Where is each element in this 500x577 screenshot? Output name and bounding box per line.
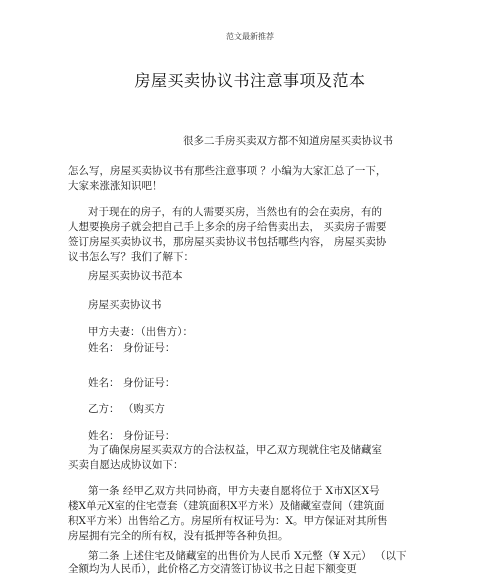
paragraph-line: 大家来涨涨知识吧！ — [68, 180, 163, 192]
paragraph-line: 乙方： （购买方 — [88, 403, 165, 415]
paragraph-line: 签订房屋买卖协议书，那房屋买卖协议书包括哪些内容， 房屋买卖协 — [68, 236, 387, 248]
paragraph-line: 房屋买卖协议书 — [88, 299, 162, 311]
paragraph-line: 对于现在的房子，有的人需要买房，当然也有的会在卖房，有的 — [88, 206, 382, 218]
paragraph-line: 楼X单元X室的住宅壹套（建筑面积X平方米）及储藏室壹间（建筑面 — [68, 500, 385, 512]
paragraph-line: 怎么写，房屋买卖协议书有那些注意事项 ？小编为大家汇总了一下， — [68, 165, 387, 177]
paragraph-line: 积X平方米）出售给乙方。房屋所有权证号为：X。甲方保证对其所售 — [68, 515, 388, 527]
paragraph-line: 很多二手房买卖双方都不知道房屋买卖协议书 — [183, 135, 393, 147]
paragraph-line: 姓名： 身份证号： — [88, 377, 176, 389]
document-title: 房屋买卖协议书注意事项及范本 — [134, 71, 366, 90]
paragraph-line: 全额均为人民币），此价格乙方交清签订协议书之日起下额变更 — [68, 563, 357, 575]
paragraph-line: 第一条 经甲乙双方共同协商，甲方夫妻自愿将位于 X市X区X号 — [88, 485, 380, 497]
paragraph-line: 议书怎么写？我们了解下： — [68, 251, 194, 263]
paragraph-line: 第二条 上述住宅及储藏室的出售价为人民币 X元整（¥ X元） （以下 — [88, 550, 407, 562]
paragraph-line: 房屋拥有完全的所有权，没有抵押等各种负担。 — [68, 530, 289, 542]
paragraph-line: 买卖自愿达成协议如下： — [68, 459, 184, 471]
paragraph-line: 房屋买卖协议书范本 — [88, 270, 183, 282]
paragraph-line: 人想要换房子就会把自己手上多余的房子给售卖出去， 买卖房子需要 — [68, 221, 387, 233]
page-header: 范文最新推荐 — [226, 32, 274, 41]
paragraph-line: 为了确保房屋买卖双方的合法权益，甲乙双方现就住宅及储藏室 — [88, 444, 382, 456]
paragraph-line: 甲方夫妻：（出售方）： — [88, 326, 193, 338]
paragraph-line: 姓名： 身份证号： — [88, 342, 176, 354]
paragraph-line: 姓名： 身份证号： — [88, 430, 176, 442]
